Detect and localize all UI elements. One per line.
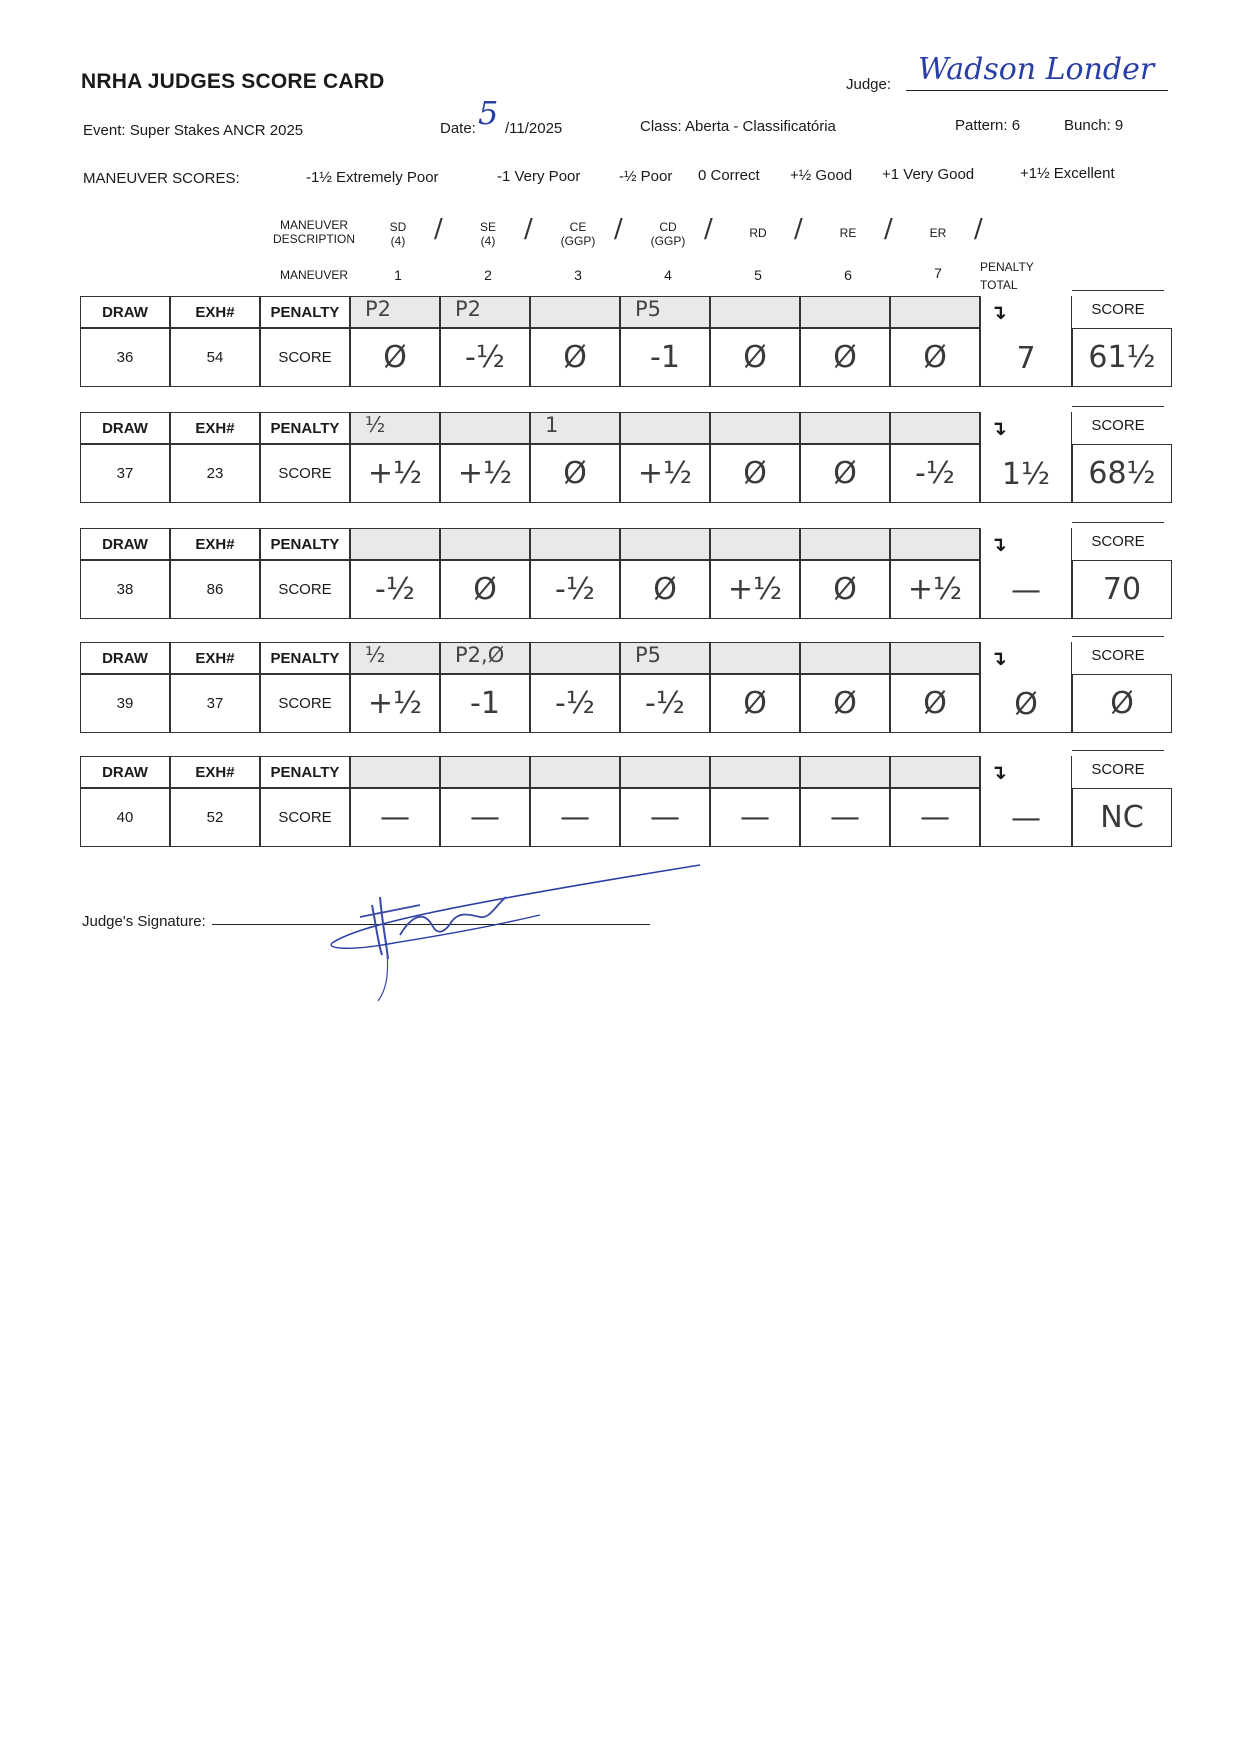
final-score: 61½ (1072, 328, 1172, 387)
maneuver-score: — (890, 788, 980, 847)
exh-value: 52 (170, 788, 260, 847)
legend-item: -½ Poor (619, 168, 673, 185)
penalty-header: PENALTY (260, 412, 350, 444)
maneuver-score: +½ (890, 560, 980, 619)
penalty-cell (440, 296, 530, 328)
signature-label: Judge's Signature: (82, 913, 206, 930)
draw-value: 39 (80, 674, 170, 733)
penalty-cell (350, 412, 440, 444)
maneuver-score: -1 (440, 674, 530, 733)
separator-slash: / (614, 214, 623, 244)
final-score: Ø (1072, 674, 1172, 733)
exh-value: 86 (170, 560, 260, 619)
penalty-cell (710, 296, 800, 328)
maneuver-score: Ø (890, 328, 980, 387)
separator-slash: / (704, 214, 713, 244)
maneuver-number: 1 (394, 267, 402, 283)
penalty-mark: ½ (365, 413, 386, 437)
maneuver-score: Ø (800, 674, 890, 733)
maneuver-number: 4 (664, 267, 672, 283)
maneuver-score: +½ (620, 444, 710, 503)
penalty-cell (620, 528, 710, 560)
draw-value: 37 (80, 444, 170, 503)
score-row-label: SCORE (260, 674, 350, 733)
score-header: SCORE (1072, 290, 1164, 328)
judge-name: Wadson Londer (918, 52, 1155, 87)
penalty-total-value: 1½ (980, 412, 1072, 503)
draw-value: 38 (80, 560, 170, 619)
penalty-cell (800, 642, 890, 674)
maneuver-code: CD (GGP) (650, 220, 686, 248)
penalty-total-value: Ø (980, 642, 1072, 733)
draw-value: 40 (80, 788, 170, 847)
legend-item: -1 Very Poor (497, 168, 581, 185)
maneuver-score: Ø (710, 444, 800, 503)
penalty-cell (350, 528, 440, 560)
exh-header: EXH# (170, 642, 260, 674)
maneuver-score: +½ (440, 444, 530, 503)
penalty-cell (620, 642, 710, 674)
maneuver-score: Ø (800, 560, 890, 619)
score-header: SCORE (1072, 750, 1164, 788)
penalty-cell (440, 756, 530, 788)
maneuver-code: SD (4) (389, 220, 407, 248)
penalty-total-arrow: ↴ (990, 761, 1007, 784)
penalty-mark: P2 (455, 297, 482, 321)
final-score: NC (1072, 788, 1172, 847)
draw-header: DRAW (80, 756, 170, 788)
draw-header: DRAW (80, 296, 170, 328)
separator-slash: / (974, 214, 983, 244)
score-header: SCORE (1072, 406, 1164, 444)
legend-item: +1½ Excellent (1020, 165, 1115, 182)
penalty-mark: P5 (635, 643, 662, 667)
maneuver-score: Ø (530, 328, 620, 387)
maneuver-score: Ø (710, 674, 800, 733)
penalty-mark: P2 (365, 297, 392, 321)
maneuver-score: — (620, 788, 710, 847)
score-header: SCORE (1072, 636, 1164, 674)
score-card-row (80, 528, 1172, 619)
maneuver-score: -1 (620, 328, 710, 387)
maneuver-score: -½ (530, 560, 620, 619)
penalty-cell (710, 412, 800, 444)
penalty-cell (890, 412, 980, 444)
penalty-cell (530, 412, 620, 444)
maneuver-code: SE (4) (479, 220, 496, 248)
penalty-cell (890, 756, 980, 788)
exh-value: 54 (170, 328, 260, 387)
maneuver-number: 3 (574, 267, 582, 283)
maneuver-score: Ø (530, 444, 620, 503)
maneuver-score: Ø (350, 328, 440, 387)
penalty-cell (530, 296, 620, 328)
penalty-cell (710, 756, 800, 788)
event-text: Event: Super Stakes ANCR 2025 (83, 122, 304, 139)
date-day: 5 (478, 94, 499, 132)
maneuver-number-label: MANEUVER (279, 268, 348, 282)
penalty-header: PENALTY (260, 528, 350, 560)
penalty-cell (800, 528, 890, 560)
penalty-cell (350, 756, 440, 788)
maneuver-score: — (800, 788, 890, 847)
penalty-cell (620, 756, 710, 788)
penalty-cell (530, 756, 620, 788)
date-label: Date: (440, 120, 476, 137)
maneuver-code: CE (GGP) (560, 220, 596, 248)
score-row-label: SCORE (260, 788, 350, 847)
maneuver-score: Ø (800, 444, 890, 503)
score-card-row (80, 756, 1172, 847)
penalty-cell (890, 642, 980, 674)
penalty-cell (350, 642, 440, 674)
maneuver-score: Ø (710, 328, 800, 387)
judge-signature (320, 855, 710, 1005)
penalty-cell (800, 412, 890, 444)
penalty-total-arrow: ↴ (990, 647, 1007, 670)
maneuver-code: RD (749, 226, 767, 240)
exh-value: 37 (170, 674, 260, 733)
maneuver-score: Ø (890, 674, 980, 733)
score-card-row (80, 642, 1172, 733)
maneuver-score: Ø (440, 560, 530, 619)
exh-header: EXH# (170, 528, 260, 560)
score-row-label: SCORE (260, 328, 350, 387)
penalty-cell (440, 412, 530, 444)
score-card-row (80, 296, 1172, 387)
separator-slash: / (434, 214, 443, 244)
judge-label: Judge: (846, 76, 892, 93)
penalty-mark: 1 (545, 413, 559, 437)
draw-header: DRAW (80, 528, 170, 560)
legend-label: MANEUVER SCORES: (83, 170, 240, 187)
separator-slash: / (524, 214, 533, 244)
pattern-text: Pattern: 6 (955, 117, 1021, 134)
maneuver-number: 7 (934, 265, 942, 281)
penalty-cell (530, 642, 620, 674)
penalty-total-value: — (980, 756, 1072, 847)
penalty-cell (620, 412, 710, 444)
maneuver-number: 6 (844, 267, 852, 283)
exh-header: EXH# (170, 412, 260, 444)
penalty-cell (440, 528, 530, 560)
score-card-row (80, 412, 1172, 503)
maneuver-score: — (440, 788, 530, 847)
legend-item: +1 Very Good (882, 166, 975, 183)
penalty-total-label: PENALTY TOTAL (980, 260, 1034, 292)
draw-value: 36 (80, 328, 170, 387)
penalty-mark: ½ (365, 643, 386, 667)
penalty-header: PENALTY (260, 756, 350, 788)
penalty-cell (890, 296, 980, 328)
separator-slash: / (794, 214, 803, 244)
penalty-total-arrow: ↴ (990, 533, 1007, 556)
maneuver-number: 5 (754, 267, 762, 283)
penalty-header: PENALTY (260, 642, 350, 674)
penalty-total-arrow: ↴ (990, 301, 1007, 324)
maneuver-score: — (710, 788, 800, 847)
maneuver-score: -½ (350, 560, 440, 619)
bunch-text: Bunch: 9 (1064, 117, 1124, 134)
maneuver-score: -½ (440, 328, 530, 387)
date-rest: /11/2025 (505, 120, 563, 137)
legend-item: 0 Correct (698, 167, 760, 184)
maneuver-score: -½ (620, 674, 710, 733)
penalty-total-arrow: ↴ (990, 417, 1007, 440)
legend-item: -1½ Extremely Poor (306, 169, 439, 186)
exh-header: EXH# (170, 756, 260, 788)
maneuver-code: RE (839, 226, 857, 240)
penalty-total-value: — (980, 528, 1072, 619)
final-score: 70 (1072, 560, 1172, 619)
maneuver-score: +½ (350, 444, 440, 503)
maneuver-description-label: MANEUVER DESCRIPTION (272, 218, 355, 246)
penalty-mark: P5 (635, 297, 662, 321)
separator-slash: / (884, 214, 893, 244)
score-row-label: SCORE (260, 444, 350, 503)
penalty-cell (710, 642, 800, 674)
penalty-cell (440, 642, 530, 674)
penalty-header: PENALTY (260, 296, 350, 328)
penalty-cell (710, 528, 800, 560)
exh-header: EXH# (170, 296, 260, 328)
maneuver-score: -½ (890, 444, 980, 503)
maneuver-score: Ø (800, 328, 890, 387)
maneuver-number: 2 (484, 267, 492, 283)
page-title: NRHA JUDGES SCORE CARD (81, 70, 385, 93)
legend-item: +½ Good (790, 167, 853, 184)
penalty-cell (530, 528, 620, 560)
class-text: Class: Aberta - Classificatória (640, 118, 836, 135)
penalty-mark: P2,Ø (455, 643, 505, 667)
draw-header: DRAW (80, 412, 170, 444)
score-row-label: SCORE (260, 560, 350, 619)
penalty-cell (800, 296, 890, 328)
maneuver-code: ER (929, 226, 947, 240)
maneuver-score: +½ (350, 674, 440, 733)
penalty-cell (620, 296, 710, 328)
score-header: SCORE (1072, 522, 1164, 560)
penalty-cell (800, 756, 890, 788)
maneuver-score: -½ (530, 674, 620, 733)
penalty-cell (350, 296, 440, 328)
final-score: 68½ (1072, 444, 1172, 503)
maneuver-score: — (350, 788, 440, 847)
draw-header: DRAW (80, 642, 170, 674)
maneuver-score: — (530, 788, 620, 847)
exh-value: 23 (170, 444, 260, 503)
maneuver-score: +½ (710, 560, 800, 619)
maneuver-score: Ø (620, 560, 710, 619)
penalty-total-value: 7 (980, 296, 1072, 387)
penalty-cell (890, 528, 980, 560)
judge-name-line (906, 90, 1168, 91)
